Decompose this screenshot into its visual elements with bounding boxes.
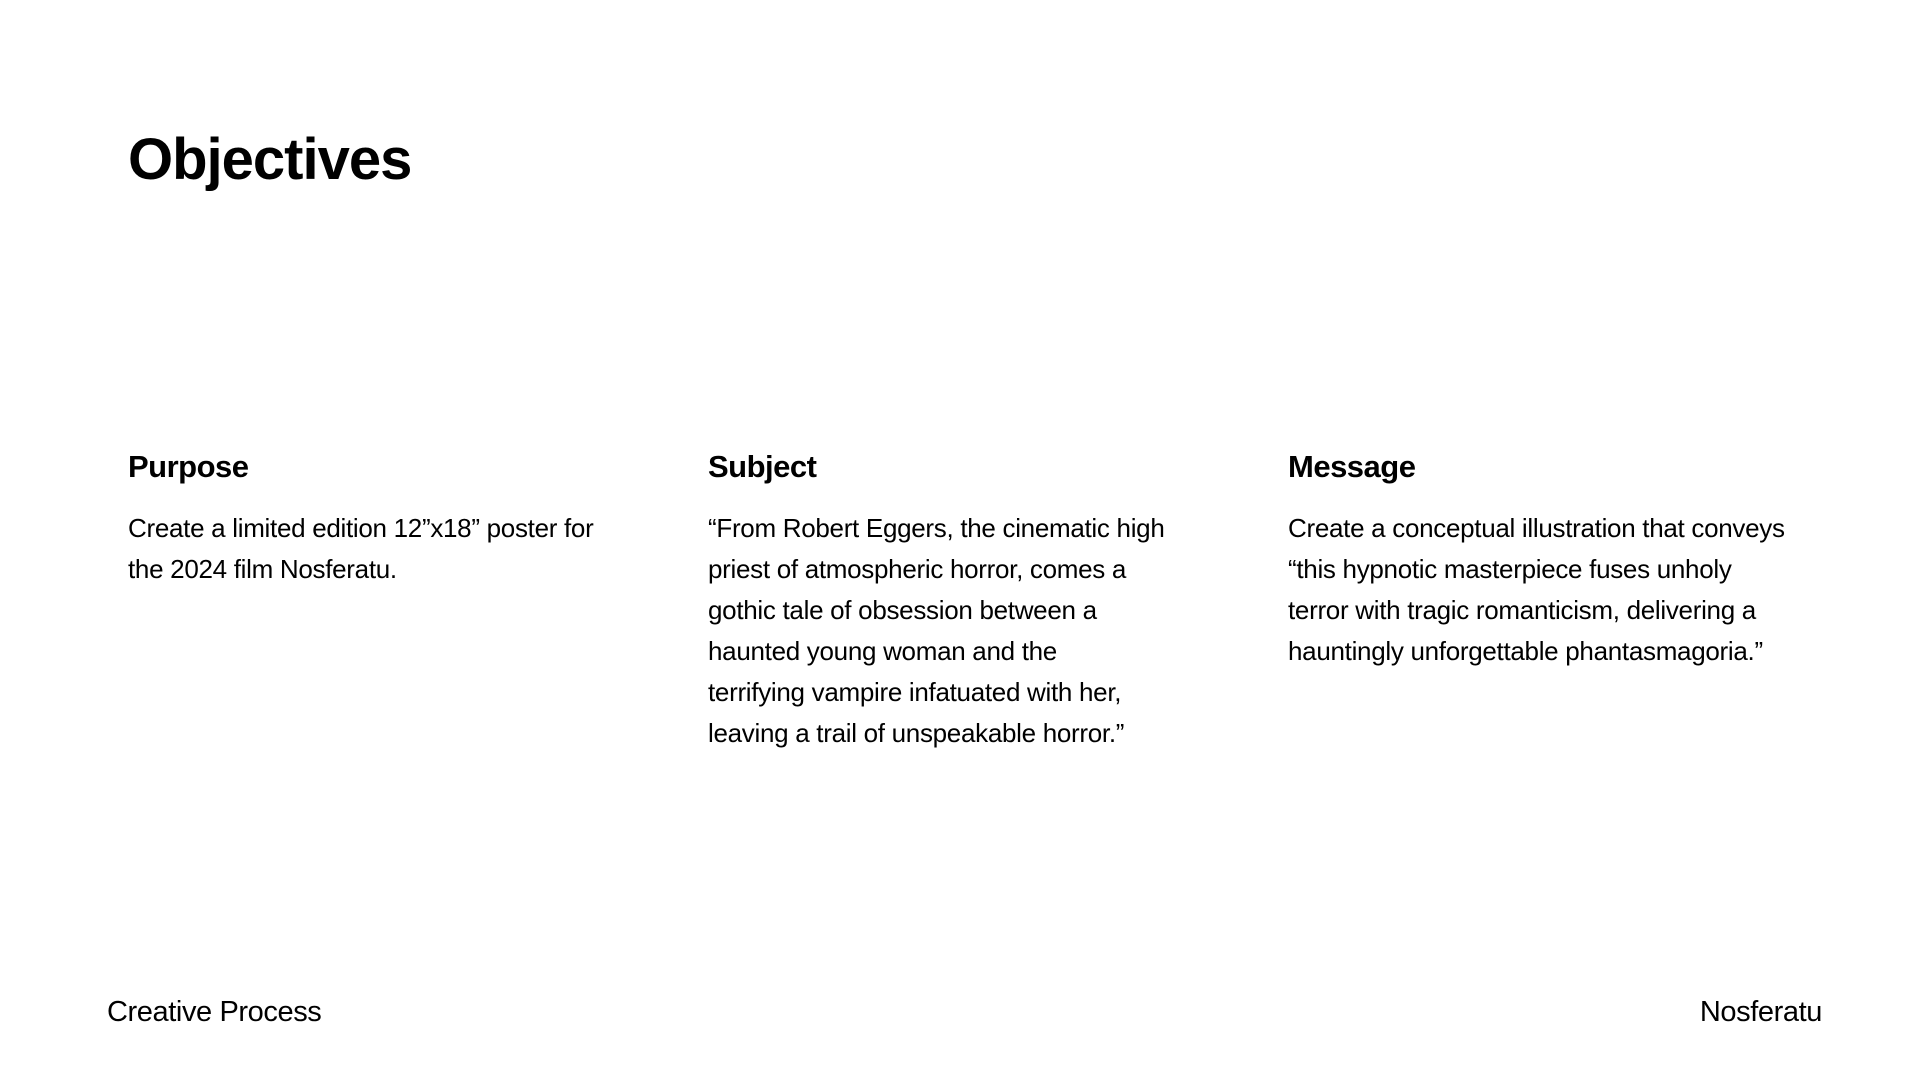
purpose-column (128, 450, 648, 590)
message-heading: Message (1288, 449, 1416, 484)
message-text (1288, 508, 1808, 672)
purpose-text (128, 508, 648, 590)
message-text-line: Create a conceptual illustration that conveys (1288, 513, 1785, 544)
footer-project-name: Nosferatu (1699, 996, 1822, 1028)
message-text-line: “this hypnotic masterpiece fuses unholy (1288, 554, 1732, 585)
footer-section-label: Creative Process (107, 996, 322, 1028)
subject-text-line: priest of atmospheric horror, comes a (708, 554, 1127, 585)
subject-text-line: “From Robert Eggers, the cinematic high (708, 513, 1165, 544)
subject-text-line: haunted young woman and the (708, 636, 1057, 667)
subject-text (708, 508, 1228, 754)
message-text-line: terror with tragic romanticism, delivering a (1288, 595, 1756, 626)
purpose-text-line: the 2024 film Nosferatu. (128, 554, 397, 585)
subject-text-line: terrifying vampire infatuated with her, (708, 677, 1122, 708)
page-title: Objectives (128, 127, 412, 192)
message-text-line: hauntingly unforgettable phantasmagoria.” (1288, 636, 1763, 667)
subject-text-line: leaving a trail of unspeakable horror.” (708, 718, 1125, 749)
subject-column (708, 450, 1228, 754)
purpose-heading: Purpose (128, 449, 249, 484)
subject-heading: Subject (708, 449, 817, 484)
purpose-text-line: Create a limited edition 12”x18” poster for (128, 513, 594, 544)
subject-text-line: gothic tale of obsession between a (708, 595, 1097, 626)
objectives-columns (128, 450, 1828, 770)
message-column (1288, 450, 1808, 672)
